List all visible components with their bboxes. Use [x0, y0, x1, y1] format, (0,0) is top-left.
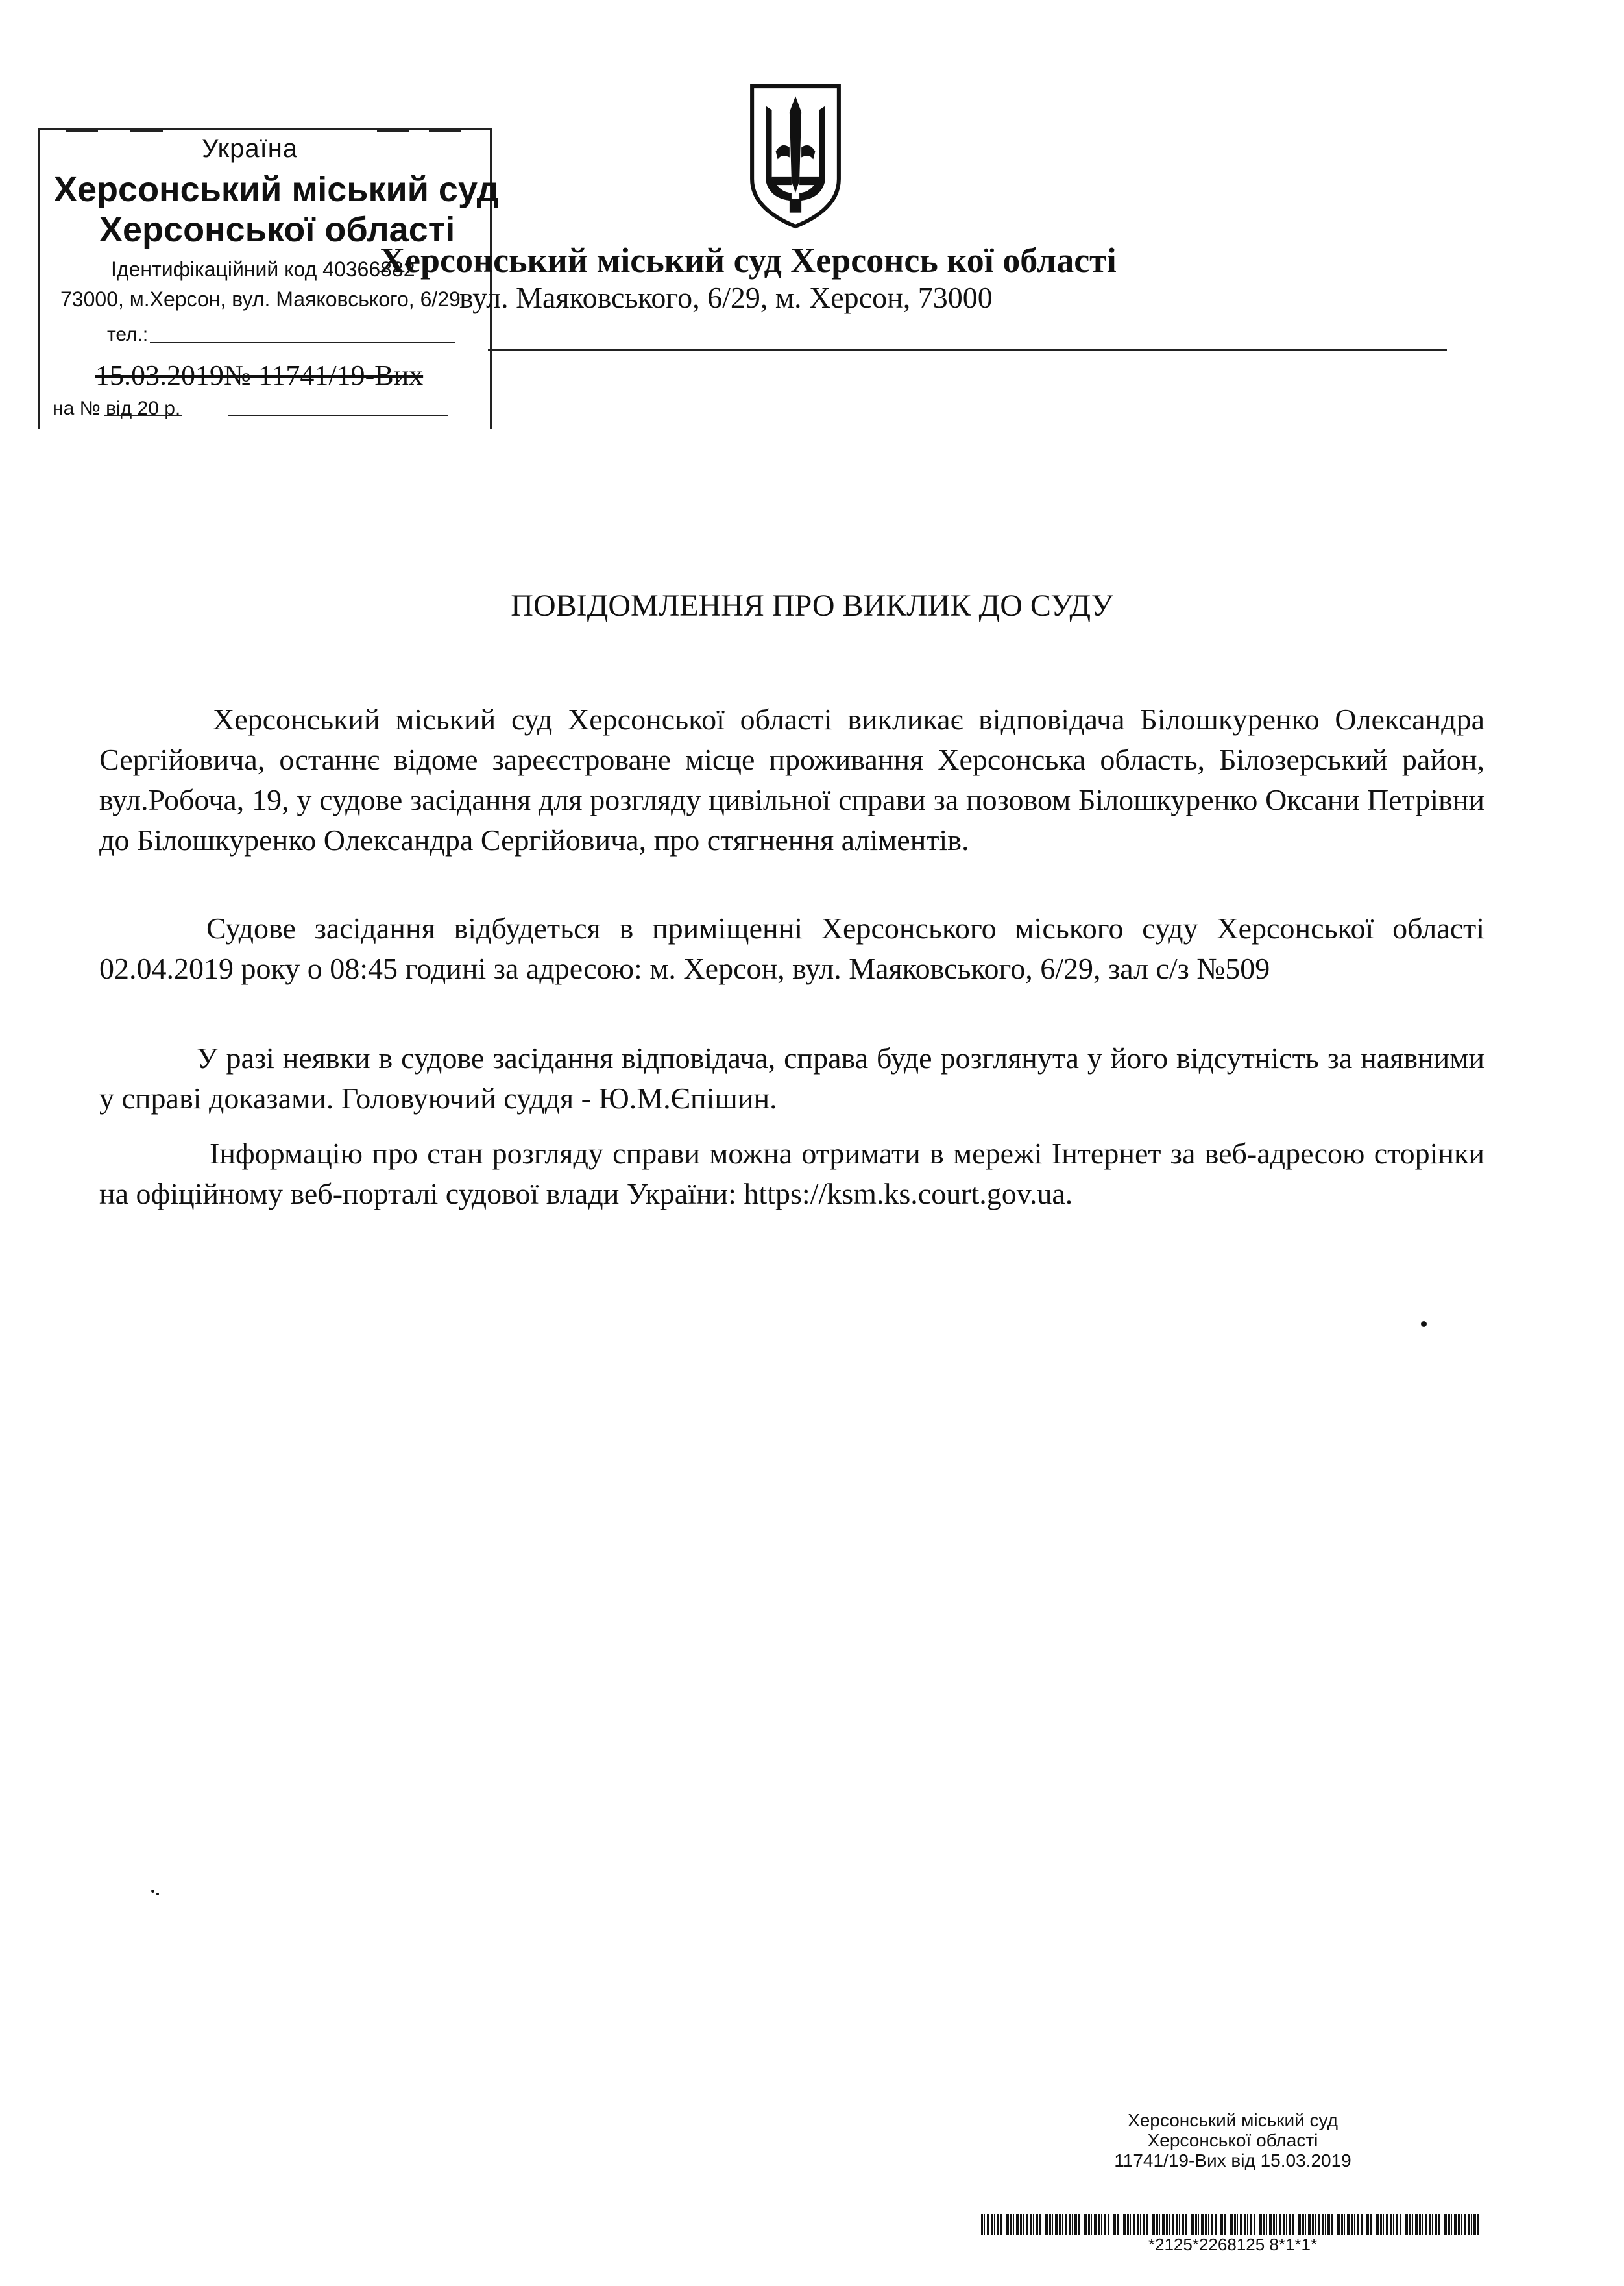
stamp-tick: [66, 130, 98, 132]
barcode-icon: [981, 2214, 1481, 2235]
registration-footer: [973, 2110, 1492, 2170]
stamp-country: Україна: [202, 134, 298, 163]
stamp-tick: [130, 130, 163, 132]
court-address: вул. Маяковського, 6/29, м. Херсон, 73000: [459, 281, 993, 314]
footer-court-name: Херсонський міський суд: [1128, 2110, 1338, 2130]
stamp-reference-line: [228, 415, 448, 416]
court-title: Херсонський міський суд Херсонсь кої області: [380, 241, 1117, 280]
paragraph-summons: Херсонський міський суд Херсонської області викликає відповідача Білошкуренко Олександра Сергійовича, останнє відоме зареєстроване місце проживання Херсонська область, Білозерський район, вул.Робоча, 19, у судове засідання для розгляду цивільної справи за позовом Білошкуренко Оксани Петрівни до Білошкуренко Олександра Сергійовича, про стягнення аліментів.: [99, 703, 1485, 857]
stamp-phone-line: [150, 342, 455, 343]
stamp-tick: [377, 130, 409, 132]
paragraph-absence-notice: У разі неявки в судове засідання відповідача, справа буде розглянута у його відсутність за наявними у справі доказами. Головуючий суддя - Ю.М.Єпішин.: [99, 1041, 1485, 1115]
stamp-registration-number: 15.03.2019№ 11741/19-Вих: [95, 359, 424, 391]
trident-emblem-icon: [746, 82, 845, 231]
stamp-court-name: Херсонський міський суд: [54, 170, 499, 209]
footer-region: Херсонської області: [1147, 2130, 1318, 2150]
scan-speck: [1421, 1321, 1427, 1327]
stamp-region: Херсонської області: [99, 210, 455, 249]
footer-outgoing-number: 11741/19-Вих від 15.03.2019: [1114, 2150, 1351, 2170]
barcode-text: *2125*2268125 8*1*1*: [1148, 2235, 1318, 2254]
scan-speck: [151, 1890, 154, 1893]
stamp-phone-label: тел.:: [107, 324, 149, 345]
stamp-identification-code: Ідентифікаційний код 40366882: [111, 258, 415, 281]
stamp-reference-line: [104, 415, 182, 416]
scan-speck: [156, 1893, 159, 1895]
stamp-address: 73000, м.Херсон, вул. Маяковського, 6/29: [60, 287, 461, 311]
header-divider: [488, 349, 1447, 351]
paragraph-hearing-details: Судове засідання відбудеться в приміщенні Херсонського міського суду Херсонської області 02.04.2019 року о 08:45 годині за адресою: м. Херсон, вул. Маяковського, 6/29, зал с/з №509: [99, 912, 1485, 985]
paragraph-online-info: Інформацію про стан розгляду справи можна отримати в мережі Інтернет за веб-адресою сторінки на офіційному веб-порталі судової влади України: https://ksm.ks.court.gov.ua.: [99, 1137, 1485, 1210]
stamp-tick: [429, 130, 461, 132]
stamp-reference: на № від 20 р.: [53, 398, 181, 419]
document-title: ПОВІДОМЛЕННЯ ПРО ВИКЛИК ДО СУДУ: [511, 589, 1113, 623]
trident-emblem-svg: [746, 82, 845, 231]
